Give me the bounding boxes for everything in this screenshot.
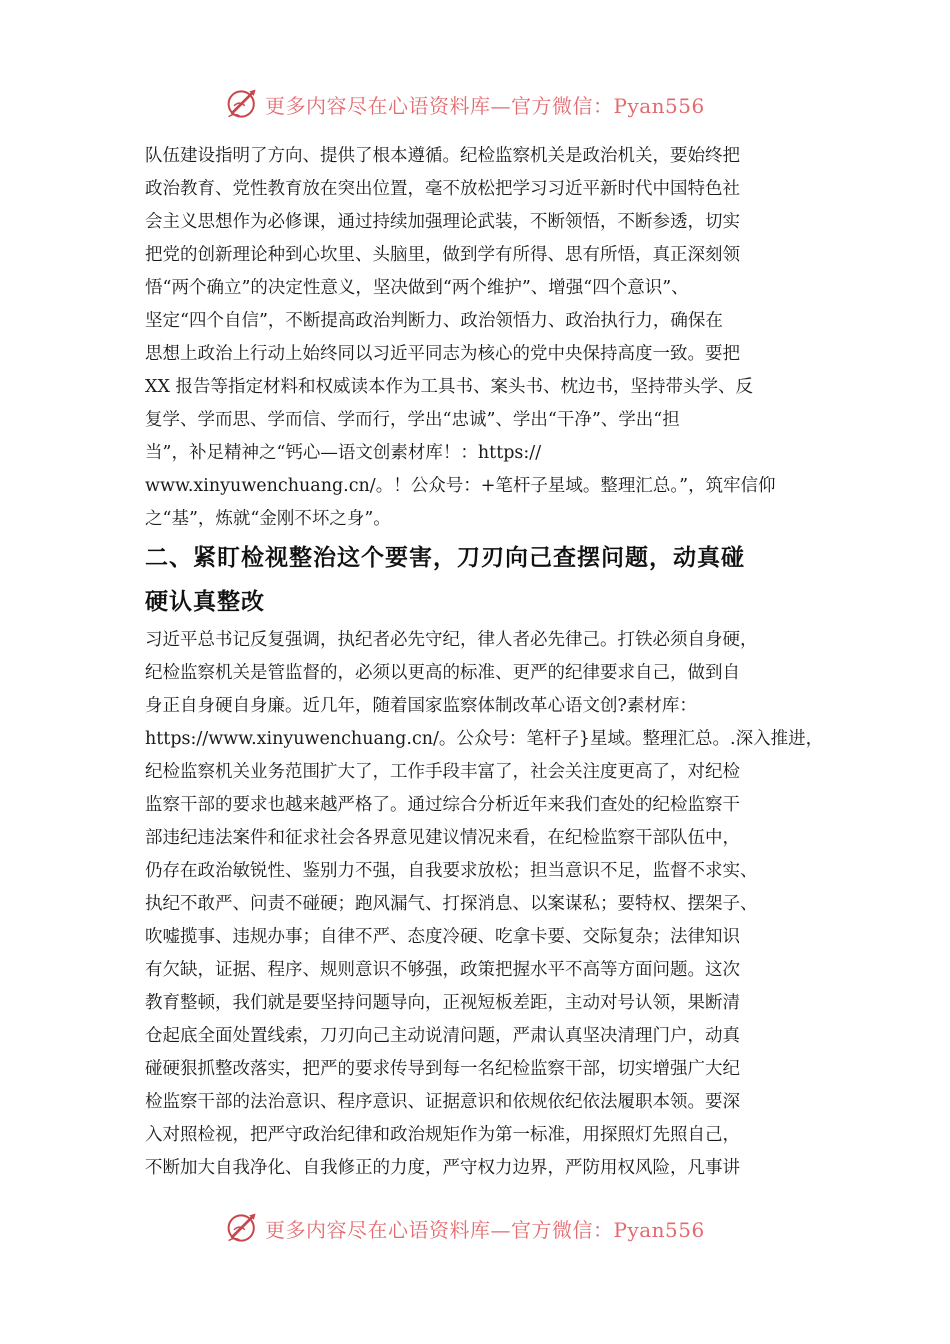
text-line: 仓起底全面处置线索，刀刃向己主动说清问题，严肃认真坚决清理门户，动真 [145, 1026, 740, 1046]
text-line: 身正自身硬自身廉。近几年，随着国家监察体制改革心语文创?素材库： [145, 696, 697, 716]
pen-logo-icon [225, 86, 261, 122]
text-line: 执纪不敢严、问责不碰硬；跑风漏气、打探消息、以案谋私；要特权、摆架子、 [145, 894, 758, 914]
text-line: 队伍建设指明了方向、提供了根本遵循。纪检监察机关是政治机关，要始终把 [145, 146, 740, 166]
text-line: 把党的创新理论种到心坎里、头脑里，做到学有所得、思有所悟，真正深刻领 [145, 245, 740, 265]
text-line: 复学、学而思、学而信、学而行，学出“忠诚”、学出“干净”、学出“担 [145, 410, 680, 430]
text-line: 有欠缺，证据、程序、规则意识不够强，政策把握水平不高等方面问题。这次 [145, 960, 740, 980]
heading-line: 二、紧盯检视整治这个要害，刀刃向己查摆问题，动真碰 [145, 544, 745, 571]
section-heading [145, 536, 815, 624]
text-line: 思想上政治上行动上始终同以习近平同志为核心的党中央保持高度一致。要把 [145, 344, 740, 364]
text-line: 仍存在政治敏锐性、鉴别力不强，自我要求放松；担当意识不足，监督不求实、 [145, 861, 758, 881]
text-line: XX 报告等指定材料和权威读本作为工具书、案头书、枕边书，坚持带头学、反 [145, 377, 753, 397]
paragraph-2 [145, 624, 824, 1185]
text-line: 坚定“四个自信”，不断提高政治判断力、政治领悟力、政治执行力，确保在 [145, 311, 723, 331]
header-banner-text: 更多内容尽在心语资料库—官方微信：Pyan556 [265, 93, 705, 118]
text-line: www.xinyuwenchuang.cn/。！公众号：+笔杆子星域。整理汇总。”，筑牢信仰 [145, 476, 776, 496]
text-line: 习近平总书记反复强调，执纪者必先守纪，律人者必先律己。打铁必须自身硬， [145, 630, 758, 650]
text-line: 教育整顿，我们就是要坚持问题导向，正视短板差距，主动对号认领，果断清 [145, 993, 740, 1013]
text-line: https://www.xinyuwenchuang.cn/。公众号：笔杆子}星域。整理汇总。.深入推进， [145, 729, 824, 749]
heading-line: 硬认真整改 [145, 588, 265, 615]
document-body [145, 140, 824, 1185]
text-line: 会主义思想作为必修课，通过持续加强理论武装，不断领悟，不断参透，切实 [145, 212, 740, 232]
header-banner [225, 84, 745, 124]
text-line: 检监察干部的法治意识、程序意识、证据意识和依规依纪依法履职本领。要深 [145, 1092, 740, 1112]
text-line: 纪检监察机关是管监督的，必须以更高的标准、更严的纪律要求自己，做到自 [145, 663, 740, 683]
text-line: 入对照检视，把严守政治纪律和政治规矩作为第一标准，用探照灯先照自己， [145, 1125, 740, 1145]
text-line: 碰硬狠抓整改落实，把严的要求传导到每一名纪检监察干部，切实增强广大纪 [145, 1059, 740, 1079]
paragraph-1 [145, 140, 815, 536]
text-line: 吹嘘揽事、违规办事；自律不严、态度冷硬、吃拿卡要、交际复杂；法律知识 [145, 927, 740, 947]
footer-banner [225, 1208, 745, 1248]
footer-banner-text: 更多内容尽在心语资料库—官方微信：Pyan556 [265, 1217, 705, 1242]
text-line: 不断加大自我净化、自我修正的力度，严守权力边界，严防用权风险，凡事讲 [145, 1158, 740, 1178]
text-line: 纪检监察机关业务范围扩大了，工作手段丰富了，社会关注度更高了，对纪检 [145, 762, 740, 782]
text-line: 当”，补足精神之“钙心—语文创素材库！：https:// [145, 443, 542, 463]
text-line: 政治教育、党性教育放在突出位置，毫不放松把学习习近平新时代中国特色社 [145, 179, 740, 199]
text-line: 部违纪违法案件和征求社会各界意见建议情况来看，在纪检监察干部队伍中， [145, 828, 740, 848]
text-line: 悟“两个确立”的决定性意义，坚决做到“两个维护”、增强“四个意识”、 [145, 278, 689, 298]
text-line: 监察干部的要求也越来越严格了。通过综合分析近年来我们查处的纪检监察干 [145, 795, 740, 815]
text-line: 之“基”，炼就“金刚不坏之身”。 [145, 509, 391, 529]
pen-logo-icon [225, 1210, 261, 1246]
